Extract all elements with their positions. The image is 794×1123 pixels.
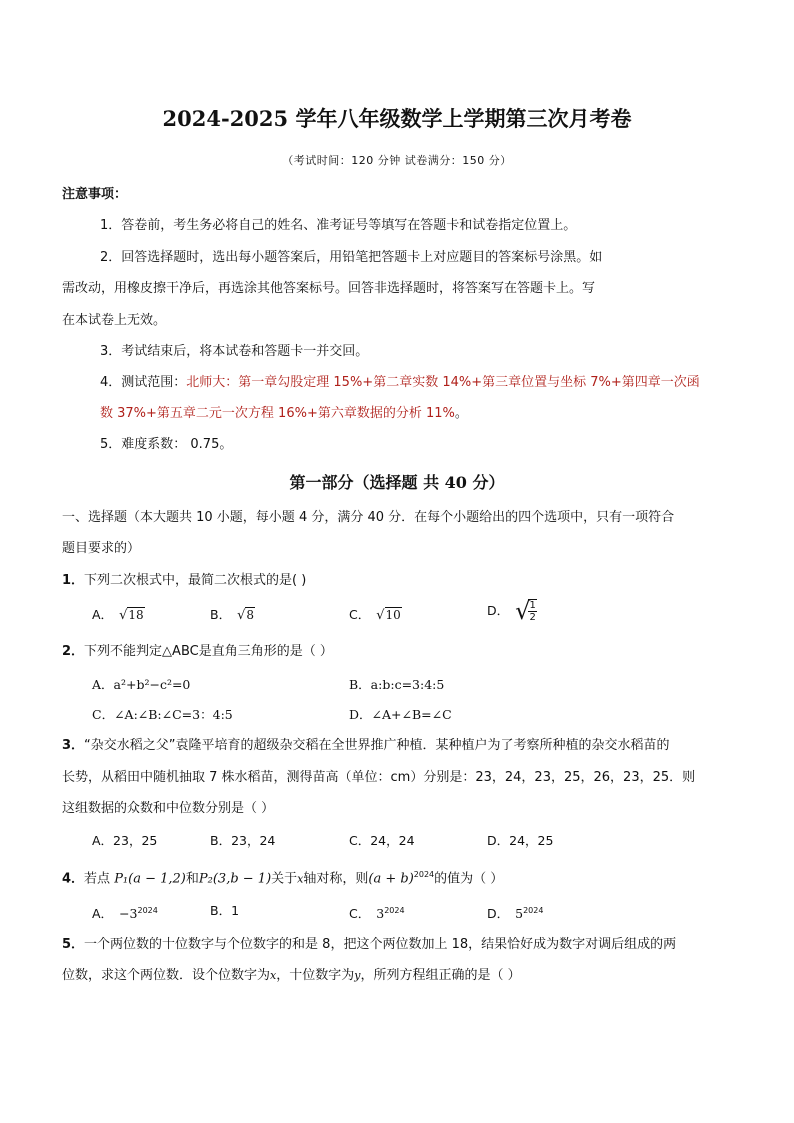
question-4-text-c: 轴对称，则	[303, 871, 369, 887]
question-4-number: 4．	[62, 871, 85, 887]
denominator: 2	[529, 612, 536, 623]
question-4-text-b: 关于	[271, 871, 298, 887]
power-base: −3	[119, 906, 138, 922]
sqrt-one-half: √ $\frac{1}{2}$	[515, 597, 536, 625]
question-2-option-c[interactable]: C．∠A:∠B:∠C=3：4:5	[92, 707, 233, 722]
section-intro-line-1: 一、选择题（本大题共 10 小题，每小题 4 分，满分 40 分．在每个小题给出的四个选项中，只有一项符合	[62, 510, 675, 525]
question-2-number: 2．	[62, 644, 85, 659]
notice-item-4-end: 。	[454, 406, 468, 421]
question-5-text-2a: 位数，求这个两位数．设个位数字为	[62, 968, 271, 983]
question-2-option-a[interactable]: A．a²+b²−c²=0	[92, 677, 191, 692]
notice-item-1: 1．答卷前，考生务必将自己的姓名、准考证号等填写在答题卡和试卷指定位置上。	[100, 218, 577, 233]
question-4-option-a[interactable]	[92, 902, 158, 923]
option-key: D．	[487, 906, 510, 922]
question-1-option-b[interactable]	[210, 606, 255, 625]
sqrt-8: √8	[237, 608, 255, 623]
radicand: 18	[128, 608, 144, 622]
notice-item-4-line-2	[100, 405, 468, 423]
question-4-option-d[interactable]	[487, 902, 543, 923]
question-2-text: 下列不能判定△ABC是直角三角形的是（ ）	[84, 644, 333, 659]
point-p2: P₂(3,b − 1)	[198, 871, 272, 887]
notice-item-2-line-3: 在本试卷上无效。	[62, 313, 167, 328]
question-5-text-2c: ，所列方程组正确的是（ ）	[360, 968, 521, 983]
question-3-option-d[interactable]: D．24，25	[487, 833, 554, 848]
sqrt-10: √10	[376, 608, 401, 623]
page-title: 2024-2025 学年八年级数学上学期第三次月考卷	[162, 106, 632, 131]
question-1-option-c[interactable]	[349, 606, 402, 625]
question-4-text-d: 的值为（ ）	[434, 871, 504, 887]
notice-item-5: 5．难度系数： 0.75。	[100, 437, 233, 452]
question-3-line-3: 这组数据的众数和中位数分别是（ ）	[62, 801, 275, 816]
notice-heading: 注意事项：	[62, 187, 128, 202]
notice-item-2-line-1: 2．回答选择题时，选出每小题答案后，用铅笔把答题卡上对应题目的答案标号涂黑。如	[100, 250, 603, 265]
question-1-option-a[interactable]	[92, 606, 145, 625]
question-3-number: 3．	[62, 738, 85, 753]
sum-expression: (a + b)	[368, 871, 414, 887]
power-base: 5	[515, 906, 524, 922]
question-3-line-2: 长势，从稻田中随机抽取 7 株水稻苗，测得苗高（单位：cm）分别是：23，24，23，25，26，23，25．则	[62, 770, 696, 785]
power-exponent: 2024	[523, 906, 544, 915]
question-4-stem	[62, 866, 503, 888]
variable-y: y	[354, 969, 361, 982]
question-1-text: 下列二次根式中，最简二次根式的是( )	[84, 573, 307, 588]
notice-item-3: 3．考试结束后，将本试卷和答题卡一并交回。	[100, 344, 369, 359]
question-5-line-1	[62, 936, 676, 954]
option-key: A．	[92, 607, 114, 622]
test-scope-line-1: 北师大：第一章勾股定理 15%+第二章实数 14%+第三章位置与坐标 7%+第四章一次函	[186, 375, 700, 390]
question-3-option-a[interactable]: A．23，25	[92, 833, 158, 848]
option-key: A．	[92, 906, 114, 922]
variable-x: x	[270, 969, 277, 982]
option-key: B．	[210, 607, 232, 622]
question-4-option-c[interactable]	[349, 902, 405, 923]
question-1-stem	[62, 572, 306, 590]
question-1-option-d[interactable]	[487, 599, 537, 623]
question-5-text-2b: ，十位数字为	[276, 968, 355, 983]
question-4-option-b[interactable]: B．1	[210, 903, 240, 918]
question-5-line-2	[62, 967, 521, 985]
radicand: 10	[385, 608, 401, 622]
power-exponent: 2024	[384, 906, 405, 915]
question-5-text-1: 一个两位数的十位数字与个位数字的和是 8，把这个两位数加上 18，结果恰好成为数字对调后组成的两	[84, 937, 677, 952]
question-4-text-and: 和	[185, 871, 199, 887]
sqrt-18: √18	[119, 608, 144, 623]
point-p1: P₁(a − 1,2)	[114, 871, 186, 887]
part-one-title: 第一部分（选择题 共 40 分）	[289, 473, 505, 492]
axis-variable: x	[297, 872, 304, 886]
exam-info: （考试时间：120 分钟 试卷满分：150 分）	[282, 154, 512, 167]
option-key: D．	[487, 603, 510, 618]
power-base: 3	[376, 906, 385, 922]
exponent: 2024	[413, 870, 435, 879]
question-3-option-b[interactable]: B．23，24	[210, 833, 276, 848]
question-5-number: 5．	[62, 937, 85, 952]
test-scope-line-2: 数 37%+第五章二元一次方程 16%+第六章数据的分析 11%	[100, 406, 455, 421]
question-4-text-a: 若点	[84, 871, 115, 887]
numerator: 1	[529, 600, 536, 611]
option-key: C．	[349, 906, 371, 922]
question-2-stem	[62, 643, 333, 661]
option-key: C．	[349, 607, 371, 622]
notice-item-2-line-2: 需改动，用橡皮擦干净后，再选涂其他答案标号。回答非选择题时，将答案写在答题卡上。写	[62, 281, 596, 296]
question-2-option-b[interactable]: B．a:b:c=3:4:5	[349, 677, 445, 692]
question-3-text-1: “杂交水稻之父”袁隆平培育的超级杂交稻在全世界推广种植．某种植户为了考察所种植的杂交水稻苗的	[84, 738, 670, 753]
radicand: 8	[246, 608, 255, 622]
question-2-option-d[interactable]: D．∠A+∠B=∠C	[349, 707, 452, 722]
power-exponent: 2024	[137, 906, 158, 915]
question-3-line-1	[62, 737, 670, 755]
notice-item-4-line-1	[100, 374, 700, 392]
section-intro-line-2: 题目要求的）	[62, 541, 141, 556]
question-1-number: 1．	[62, 573, 85, 588]
notice-item-4-prefix: 4．测试范围：	[100, 375, 187, 390]
question-3-option-c[interactable]: C．24，24	[349, 833, 415, 848]
